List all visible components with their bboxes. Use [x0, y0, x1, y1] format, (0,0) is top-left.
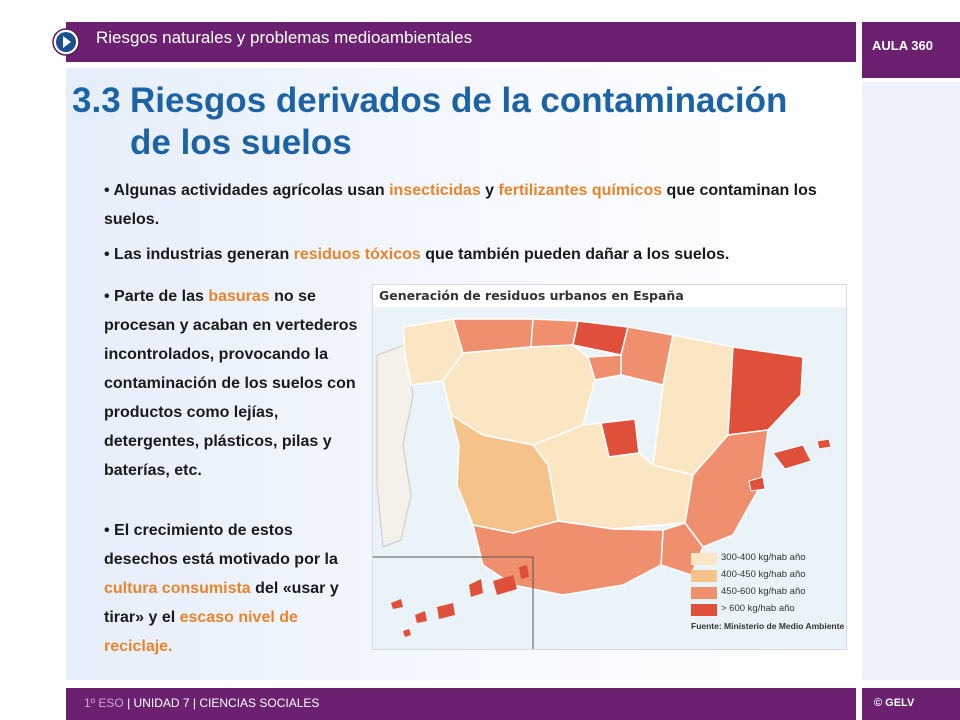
section-number: 3.3	[72, 81, 121, 120]
map-title: Generación de residuos urbanos en España	[379, 288, 684, 303]
highlight-residuos: residuos tóxicos	[293, 246, 421, 263]
brand-box	[862, 22, 960, 78]
title-line-1: Riesgos derivados de la contaminación	[130, 81, 788, 120]
map-source: Fuente: Ministerio de Medio Ambiente	[691, 621, 845, 631]
footer-separator: |	[127, 696, 131, 710]
legend-label: 300-400 kg/hab año	[721, 552, 806, 563]
page-title	[72, 80, 852, 164]
header-bar	[66, 22, 856, 62]
footer-text	[84, 696, 319, 710]
legend-swatch	[691, 587, 717, 599]
waste-map	[372, 284, 847, 650]
highlight-basuras: basuras	[208, 288, 270, 305]
paragraph-consumption: • El crecimiento de estos desechos está motivado por la cultura consumista del «usar y tirar» y el escaso nivel de reciclaje.	[104, 522, 339, 655]
legend-item	[691, 569, 841, 584]
legend-swatch	[691, 604, 717, 616]
footer-copyright: © GELV	[874, 697, 915, 709]
map-legend	[691, 552, 841, 620]
highlight-insecticidas: insecticidas	[389, 182, 481, 199]
header-title: Riesgos naturales y problemas medioambientales	[96, 28, 473, 47]
legend-swatch	[691, 553, 717, 565]
title-line-2: de los suelos	[130, 123, 352, 162]
legend-label: 400-450 kg/hab año	[721, 569, 806, 580]
footer-unit: UNIDAD 7	[133, 696, 190, 710]
paragraph-industry: • Las industrias generan residuos tóxicos que también pueden dañar a los suelos.	[104, 246, 730, 263]
highlight-reciclaje: escaso nivel de reciclaje.	[104, 609, 298, 655]
footer-copyright-box	[862, 688, 960, 720]
side-panel	[862, 82, 960, 680]
legend-item	[691, 603, 841, 618]
brand-label: AULA 360	[872, 38, 933, 53]
footer-course: 1º ESO	[84, 696, 124, 710]
legend-item	[691, 552, 841, 567]
footer-subject: | CIENCIAS SOCIALES	[192, 696, 320, 710]
play-icon[interactable]	[52, 28, 80, 56]
highlight-cultura: cultura consumista	[104, 580, 251, 597]
highlight-fertilizantes: fertilizantes químicos	[498, 182, 663, 199]
legend-item	[691, 586, 841, 601]
paragraph-agriculture: • Algunas actividades agrícolas usan insecticidas y fertilizantes químicos que contaminan los suelos.	[104, 182, 817, 228]
paragraph-garbage: • Parte de las basuras no se procesan y acaban en vertederos incontrolados, provocando la contaminación de los suelos con productos como lejías, detergentes, plásticos, pilas y baterías, etc.	[104, 288, 358, 479]
legend-swatch	[691, 570, 717, 582]
footer-bar	[66, 688, 856, 720]
legend-label: > 600 kg/hab año	[721, 603, 795, 614]
legend-label: 450-600 kg/hab año	[721, 586, 806, 597]
